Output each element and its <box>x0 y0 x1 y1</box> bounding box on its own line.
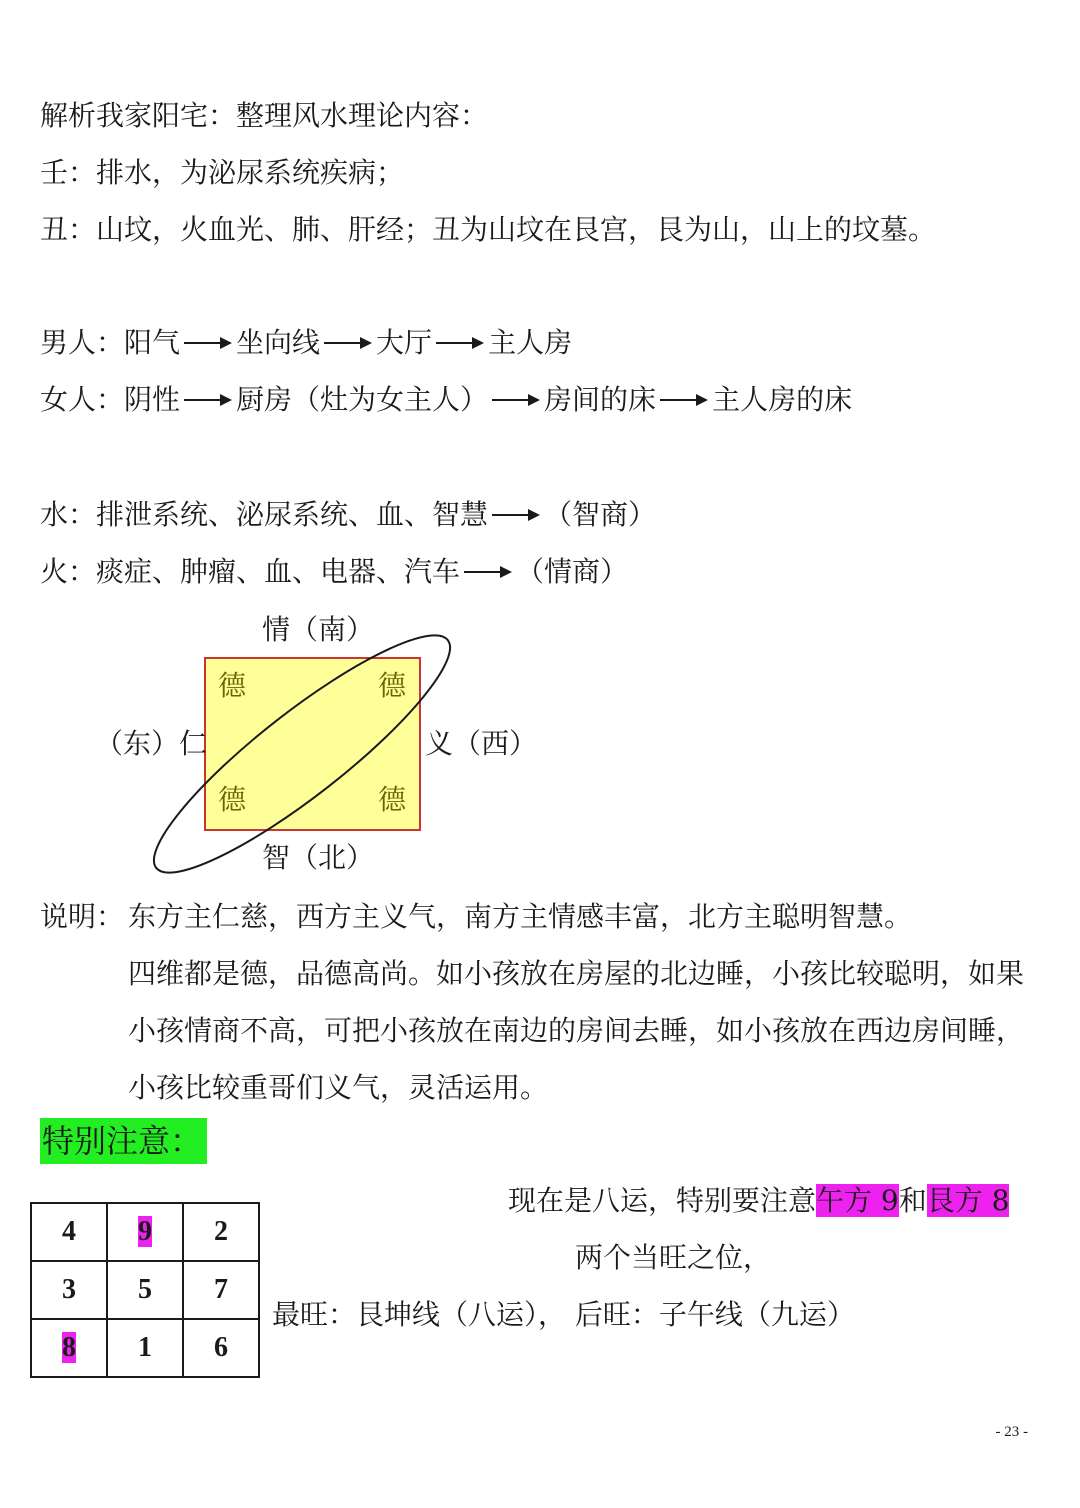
line-chou: 丑：山坟，火血光、肺、肝经；丑为山坟在艮宫，艮为山，山上的坟墓。 <box>40 213 937 246</box>
grid-number-highlight: 8 <box>62 1332 76 1363</box>
male-prefix: 男人： <box>40 326 125 359</box>
corner-virtue-se: 德 <box>378 783 407 816</box>
grid-cell <box>107 1203 183 1261</box>
grid-cell <box>31 1319 107 1377</box>
note-highlight-wu: 午方 9 <box>816 1184 899 1217</box>
grid-number: 7 <box>214 1274 228 1305</box>
male-step: 大厅 <box>376 326 433 359</box>
grid-number: 1 <box>138 1332 152 1363</box>
grid-cell <box>107 1261 183 1319</box>
grid-cell <box>31 1203 107 1261</box>
direction-diagram <box>40 600 600 900</box>
female-step: 厨房（灶为女主人） <box>236 383 489 416</box>
arrow-icon <box>660 382 708 418</box>
note-a-pre: 现在是八运，特别要注意 <box>508 1184 817 1217</box>
female-step: 房间的床 <box>544 383 657 416</box>
grid-cell <box>183 1261 259 1319</box>
water-result: （智商） <box>544 498 657 531</box>
page-number: - 23 - <box>995 1424 1028 1440</box>
note-a-mid: 和 <box>898 1184 927 1217</box>
corner-virtue-ne: 德 <box>378 669 407 702</box>
arrow-icon <box>184 325 232 361</box>
arrow-icon <box>464 554 512 590</box>
note-line-b: 两个当旺之位， <box>575 1241 772 1274</box>
grid-number: 4 <box>62 1216 76 1247</box>
arrow-icon <box>184 382 232 418</box>
male-step: 主人房 <box>488 326 573 359</box>
grid-number: 3 <box>62 1274 76 1305</box>
grid-number: 6 <box>214 1332 228 1363</box>
grid-number-highlight: 9 <box>138 1216 152 1247</box>
label-south: 情（南） <box>262 613 375 646</box>
fire-text: 火：痰症、肿瘤、血、电器、汽车 <box>40 555 461 588</box>
male-flow <box>40 325 572 361</box>
line-analysis-title: 解析我家阳宅：整理风水理论内容： <box>40 99 489 132</box>
grid-cell <box>183 1203 259 1261</box>
arrow-icon <box>436 325 484 361</box>
label-north: 智（北） <box>262 841 375 874</box>
female-step: 阴性 <box>124 383 181 416</box>
arrow-icon <box>492 497 540 533</box>
corner-virtue-nw: 德 <box>218 669 247 702</box>
label-east: （东）仁 <box>95 727 208 760</box>
grid-number: 2 <box>214 1216 228 1247</box>
male-step: 坐向线 <box>236 326 321 359</box>
arrow-icon <box>492 382 540 418</box>
grid-row <box>31 1319 259 1377</box>
grid-cell <box>183 1319 259 1377</box>
note-line-c: 最旺：艮坤线（八运）， 后旺：子午线（九运） <box>272 1298 855 1331</box>
line-ren: 壬：排水，为泌尿系统疾病； <box>40 156 405 189</box>
female-prefix: 女人： <box>40 383 125 416</box>
female-flow <box>40 382 852 418</box>
corner-virtue-sw: 德 <box>218 783 247 816</box>
grid-cell <box>31 1261 107 1319</box>
explanation-first: 东方主仁慈，西方主义气，南方主情感丰富，北方主聪明智慧。 <box>128 900 913 933</box>
water-line <box>40 497 656 533</box>
arrow-icon <box>324 325 372 361</box>
grid-number: 5 <box>138 1274 152 1305</box>
grid-cell <box>107 1319 183 1377</box>
label-west: 义（西） <box>425 727 538 760</box>
fire-line <box>40 554 628 590</box>
explanation-lead: 说明： <box>40 900 125 933</box>
fire-result: （情商） <box>516 555 629 588</box>
special-attention-title: 特别注意： <box>40 1118 207 1164</box>
note-highlight-gen: 艮方 8 <box>926 1184 1010 1217</box>
explanation-rest: 四维都是德，品德高尚。如小孩放在房屋的北边睡，小孩比较聪明，如果小孩情商不高，可把小孩放在南边的房间去睡，如小孩放在西边房间睡，小孩比较重哥们义气，灵活运用。 <box>128 957 1025 1104</box>
note-line-a <box>508 1183 1009 1219</box>
female-step: 主人房的床 <box>712 383 853 416</box>
grid-row <box>31 1261 259 1319</box>
luoshu-grid <box>30 1202 260 1378</box>
water-text: 水：排泄系统、泌尿系统、血、智慧 <box>40 498 489 531</box>
grid-row <box>31 1203 259 1261</box>
male-step: 阳气 <box>124 326 181 359</box>
